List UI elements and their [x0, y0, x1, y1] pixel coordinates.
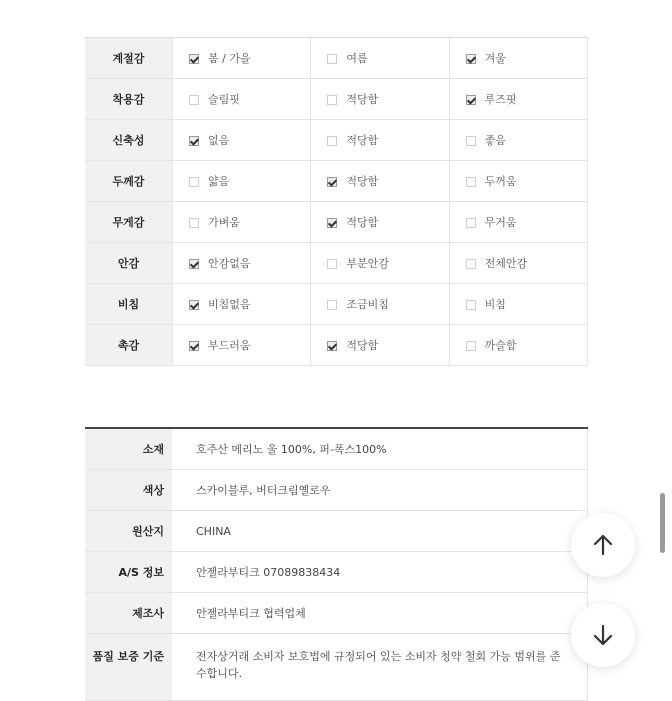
checkbox-empty-icon	[327, 300, 337, 310]
info-row	[85, 634, 588, 701]
fit-row	[85, 243, 588, 284]
fit-option	[449, 38, 587, 79]
checkbox-empty-icon	[327, 136, 337, 146]
checkbox-empty-icon	[189, 177, 199, 187]
fit-option	[173, 161, 311, 202]
info-label: 소재	[85, 428, 172, 470]
product-info-table	[85, 427, 588, 701]
fit-row	[85, 284, 588, 325]
fit-option-label: 부드러움	[208, 339, 251, 352]
checkbox-empty-icon	[189, 218, 199, 228]
info-row	[85, 593, 588, 634]
fit-option	[311, 38, 449, 79]
checkbox-checked-icon	[189, 259, 199, 269]
fit-option-label: 까슬함	[484, 339, 517, 352]
fit-option	[173, 202, 311, 243]
fit-row	[85, 79, 588, 120]
info-row	[85, 428, 588, 470]
fit-option	[173, 120, 311, 161]
checkbox-empty-icon	[327, 259, 337, 269]
fit-row-label: 계절감	[85, 38, 173, 79]
fit-option-label: 적당함	[346, 175, 379, 188]
checkbox-empty-icon	[466, 341, 476, 351]
checkbox-empty-icon	[189, 95, 199, 105]
fit-row-label: 무게감	[85, 202, 173, 243]
fit-option	[173, 243, 311, 284]
fit-feature-table	[85, 37, 588, 366]
info-label: 색상	[85, 470, 172, 511]
info-value: 안젤라부티크 07089838434	[172, 552, 588, 593]
fit-option	[311, 202, 449, 243]
fit-option-label: 루즈핏	[484, 93, 517, 106]
fit-option-label: 비침없음	[208, 298, 251, 311]
fit-option-label: 조금비침	[346, 298, 389, 311]
fit-option	[173, 79, 311, 120]
fit-option	[449, 202, 587, 243]
fit-row-label: 촉감	[85, 325, 173, 366]
fit-option	[449, 325, 587, 366]
fit-row	[85, 161, 588, 202]
checkbox-empty-icon	[466, 259, 476, 269]
fit-option	[311, 284, 449, 325]
checkbox-empty-icon	[466, 177, 476, 187]
fit-row-label: 안감	[85, 243, 173, 284]
checkbox-checked-icon	[189, 54, 199, 64]
info-label: 제조사	[85, 593, 172, 634]
info-value: CHINA	[172, 511, 588, 552]
fit-option	[449, 243, 587, 284]
checkbox-empty-icon	[327, 54, 337, 64]
fit-option-label: 적당함	[346, 339, 379, 352]
checkbox-checked-icon	[327, 341, 337, 351]
fit-option-label: 비침	[484, 298, 506, 311]
fit-row-label: 두께감	[85, 161, 173, 202]
fit-option	[449, 161, 587, 202]
info-row	[85, 511, 588, 552]
fit-option-label: 적당함	[346, 93, 379, 106]
fit-option-label: 전체안감	[484, 257, 528, 270]
fit-option-label: 없음	[208, 134, 230, 147]
arrow-up-icon	[590, 532, 616, 558]
fit-option	[311, 161, 449, 202]
checkbox-empty-icon	[466, 218, 476, 228]
fit-option	[311, 243, 449, 284]
fit-option	[173, 38, 311, 79]
fit-row	[85, 38, 588, 79]
fit-option-label: 안감없음	[208, 257, 251, 270]
fit-option	[449, 79, 587, 120]
checkbox-empty-icon	[466, 136, 476, 146]
fit-option-label: 좋음	[484, 134, 506, 147]
fit-row	[85, 202, 588, 243]
info-label: 품질 보증 기준	[85, 634, 172, 701]
info-row	[85, 470, 588, 511]
fit-option-label: 겨울	[484, 52, 506, 65]
fit-option	[311, 120, 449, 161]
fit-option-label: 슬림핏	[208, 93, 240, 106]
fit-option-label: 봄 / 가을	[208, 52, 251, 65]
fit-option	[173, 284, 311, 325]
fit-option	[449, 120, 587, 161]
checkbox-checked-icon	[189, 341, 199, 351]
fit-option-label: 가벼움	[208, 216, 240, 229]
info-label: 원산지	[85, 511, 172, 552]
info-value: 전자상거래 소비자 보호법에 규정되어 있는 소비자 청약 철회 가능 범위를 준수합니다.	[172, 634, 588, 701]
fit-option	[311, 325, 449, 366]
scroll-bottom-button[interactable]	[571, 603, 635, 667]
checkbox-empty-icon	[327, 95, 337, 105]
fit-row-label: 착용감	[85, 79, 173, 120]
checkbox-empty-icon	[466, 300, 476, 310]
fit-row	[85, 120, 588, 161]
info-value: 안젤라부티크 협력업체	[172, 593, 588, 634]
info-label: A/S 정보	[85, 552, 172, 593]
fit-option-label: 얇음	[208, 175, 230, 188]
fit-option	[173, 325, 311, 366]
arrow-down-icon	[590, 622, 616, 648]
page-scrollbar[interactable]	[660, 493, 665, 553]
checkbox-checked-icon	[327, 218, 337, 228]
fit-option-label: 무거움	[484, 216, 517, 229]
checkbox-checked-icon	[466, 95, 476, 105]
checkbox-checked-icon	[466, 54, 476, 64]
fit-option	[449, 284, 587, 325]
scroll-top-button[interactable]	[571, 513, 635, 577]
fit-option-label: 적당함	[346, 134, 379, 147]
checkbox-checked-icon	[189, 136, 199, 146]
fit-option	[311, 79, 449, 120]
checkbox-checked-icon	[327, 177, 337, 187]
fit-option-label: 부분안감	[346, 257, 389, 270]
fit-row-label: 비침	[85, 284, 173, 325]
info-value: 스카이블루, 버터크림옐로우	[172, 470, 588, 511]
fit-option-label: 적당함	[346, 216, 379, 229]
checkbox-checked-icon	[189, 300, 199, 310]
fit-row	[85, 325, 588, 366]
info-row	[85, 552, 588, 593]
fit-row-label: 신축성	[85, 120, 173, 161]
info-value: 호주산 메리노 울 100%, 퍼-폭스100%	[172, 428, 588, 470]
fit-option-label: 두꺼움	[484, 175, 517, 188]
fit-option-label: 여름	[346, 52, 368, 65]
